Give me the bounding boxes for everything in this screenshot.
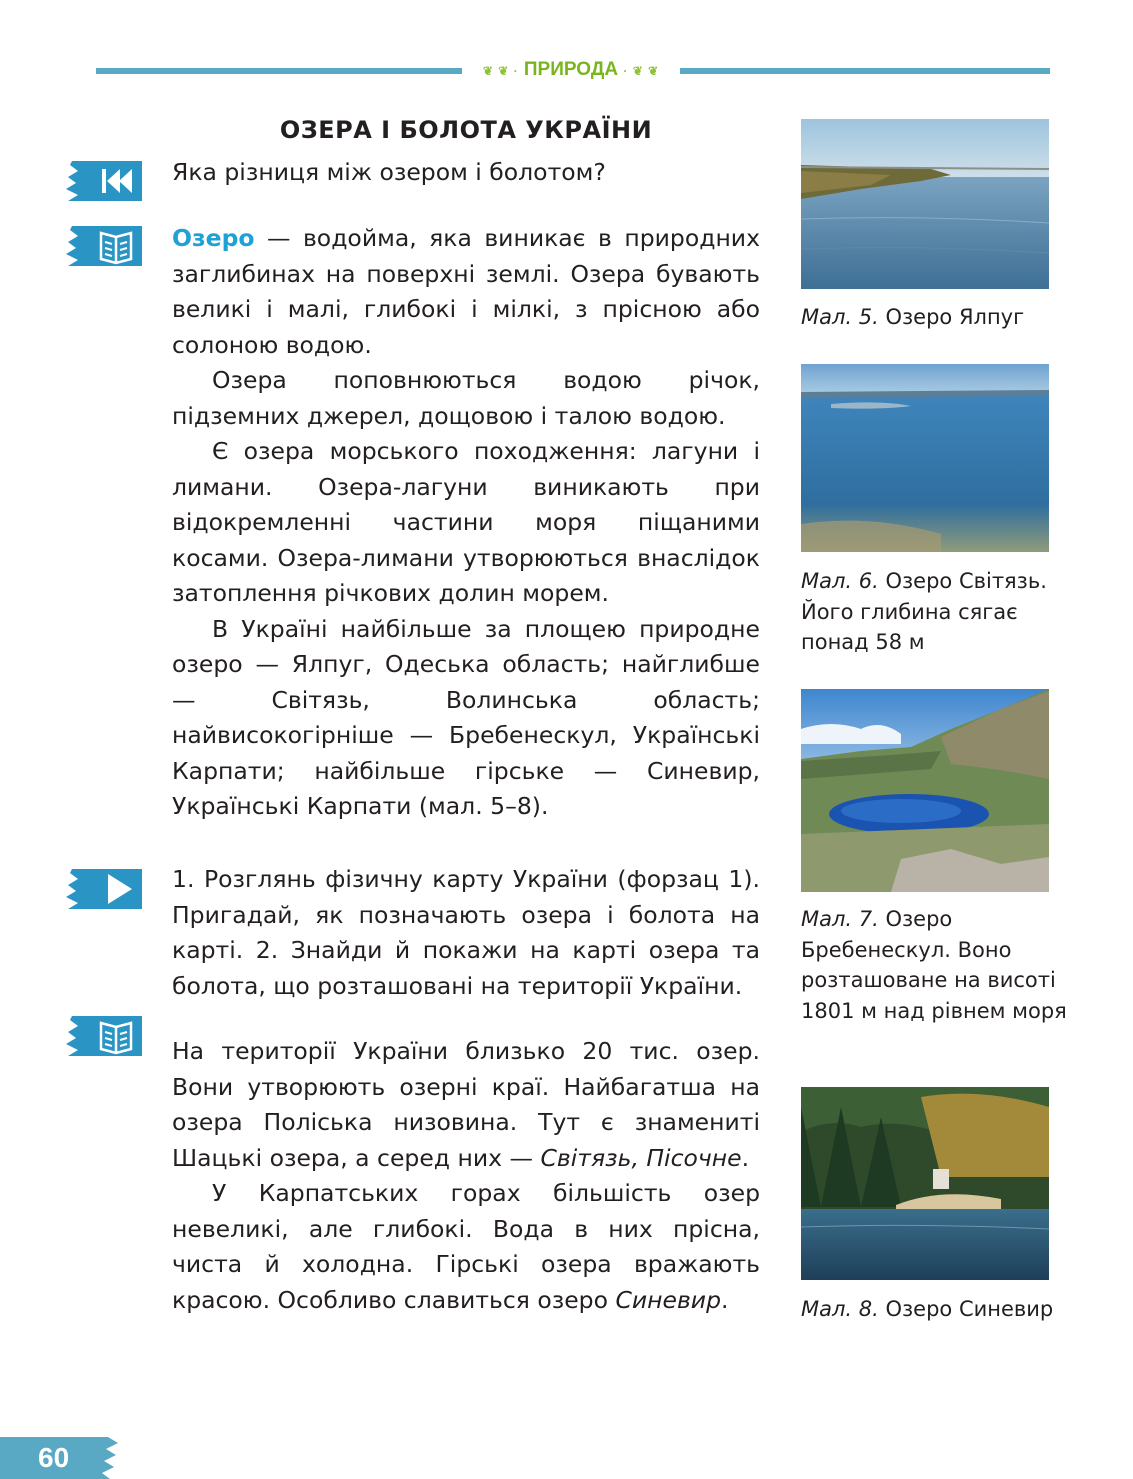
definition-text: — водойма, яка виникає в природних заглибинах на поверхні землі. Озера бувають великі і малі, глибокі і мілкі, з прісною або солоною водою. — [172, 224, 760, 359]
main-text-block — [172, 221, 760, 825]
page-number: 60 — [38, 1442, 70, 1473]
paragraph-5 — [172, 1034, 760, 1176]
photo-lake-yalpuh — [801, 119, 1049, 289]
ornament-left: ❦ ❦ · — [482, 64, 519, 78]
fig5-caption: Озеро Ялпуг — [878, 305, 1025, 329]
play-icon — [66, 865, 142, 913]
paragraph-6-lake: Синевир — [615, 1285, 721, 1314]
paragraph-4: В Україні найбільше за площею природне озеро — Ялпуг, Одеська область; найглибше — Світязь, Волинська область; найвисокогірніше — Бребенескул, Українські Карпати; найбільше гірське — Синевир, Українські Карпати (мал. 5–8). — [172, 614, 760, 820]
paragraph-2: Озера поповнюються водою річок, підземних джерел, дощовою і талою водою. — [172, 366, 760, 430]
caption-fig7 — [801, 904, 1071, 1026]
second-text-block — [172, 1034, 760, 1318]
header-rule-right — [680, 68, 1050, 74]
ornament-right: · ❦ ❦ — [623, 64, 660, 78]
fig6-label: Мал. 6. — [801, 569, 879, 593]
task-paragraph: 1. Розглянь фізичну карту України (форзац 1). Пригадай, як позначають озера і болота на карті. 2. Знайди й покажи на карті озера та болота, що розташовані на території України. — [172, 865, 760, 1000]
caption-fig6 — [801, 566, 1071, 658]
caption-fig5 — [801, 302, 1071, 333]
photo-lake-brebeneskul — [801, 689, 1049, 892]
fig6-caption: Озеро Світязь. Його глибина сягає понад 58 м — [801, 569, 1047, 654]
fig7-label: Мал. 7. — [801, 907, 879, 931]
lesson-title: ОЗЕРА І БОЛОТА УКРАЇНИ — [279, 116, 653, 144]
definition-term: Озеро — [172, 224, 255, 252]
book-icon — [66, 1012, 142, 1060]
section-header — [462, 56, 680, 84]
paragraph-6-text: У Карпатських горах більшість озер невеликі, але глибокі. Вода в них прісна, чиста й холодна. Гірські озера вражають красою. Особливо славиться озеро — [172, 1179, 760, 1314]
fig8-caption: Озеро Синевир — [878, 1297, 1054, 1321]
paragraph-3: Є озера морського походження: лагуни і лимани. Озера-лагуни виникають при відокремленні частини моря піщаними косами. Озера-лимани утворюються внаслідок затоплення річкових долин морем. — [172, 437, 760, 607]
definition-paragraph — [172, 221, 760, 363]
book-icon — [66, 222, 142, 270]
paragraph-5-text: На території України близько 20 тис. озер. Вони утворюють озерні краї. Найбагатша на озера Поліська низовина. Тут є знамениті Шацькі озера, а серед них — — [172, 1037, 760, 1172]
fig7-caption: Озеро Бребенескул. Воно розташоване на висоті 1801 м над рівнем моря — [801, 907, 1067, 1023]
paragraph-6 — [172, 1176, 760, 1318]
paragraph-5-end: . — [741, 1143, 750, 1172]
caption-fig8 — [801, 1294, 1071, 1325]
lesson-question: Яка різниця між озером і болотом? — [172, 158, 606, 186]
rewind-icon — [66, 157, 142, 205]
header-rule-left — [96, 68, 462, 74]
section-title: ПРИРОДА — [523, 59, 619, 80]
paragraph-5-lakes: Світязь, Пісочне — [540, 1143, 742, 1172]
fig5-label: Мал. 5. — [801, 305, 879, 329]
fig8-label: Мал. 8. — [801, 1297, 879, 1321]
photo-lake-synevyr — [801, 1087, 1049, 1280]
paragraph-6-end: . — [720, 1285, 729, 1314]
photo-lake-svitiaz — [801, 364, 1049, 552]
